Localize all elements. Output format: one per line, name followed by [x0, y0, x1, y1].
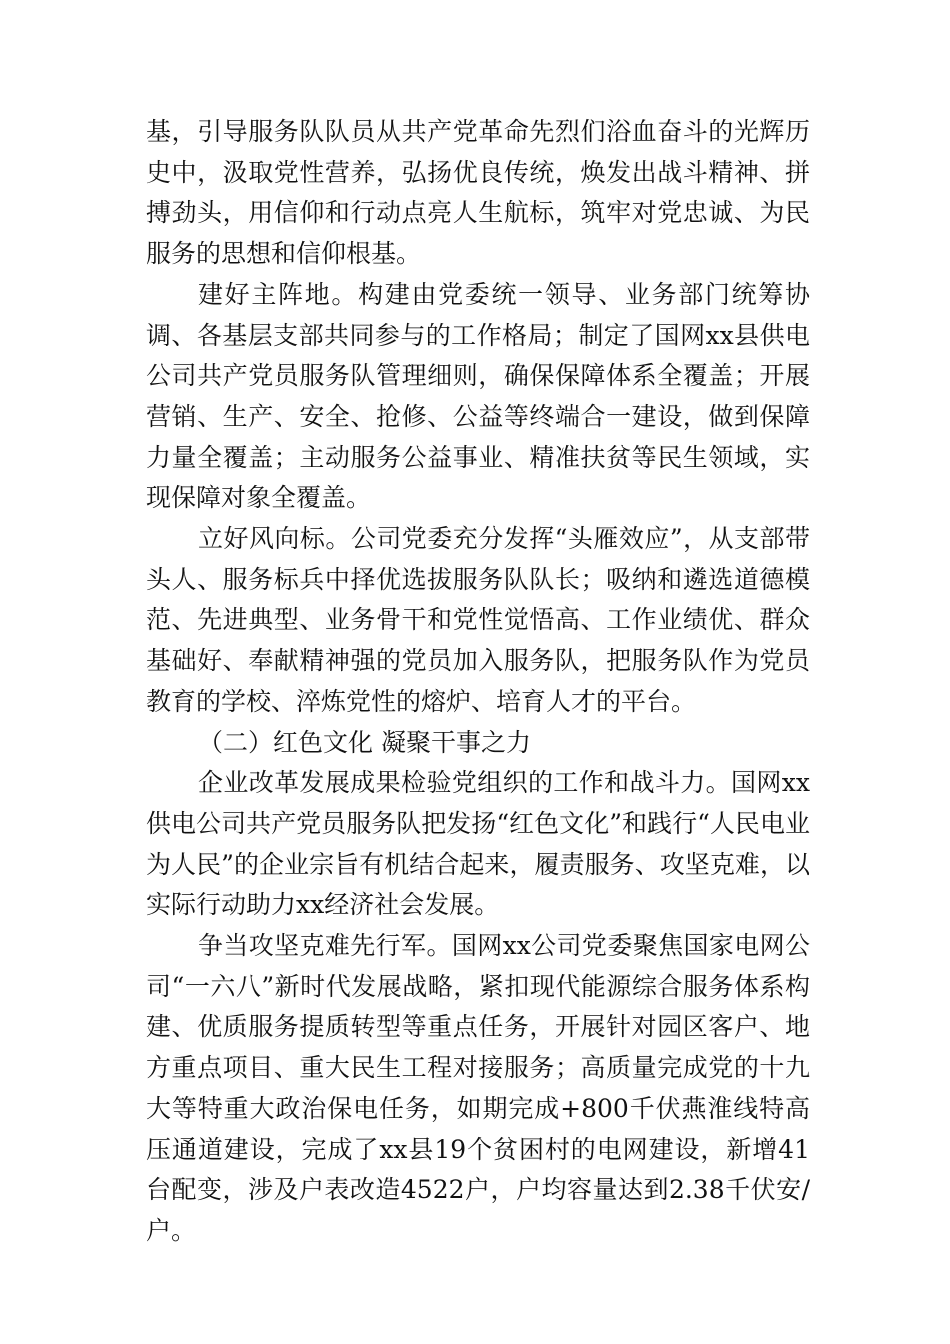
- paragraph-continuation: 基，引导服务队队员从共产党革命先烈们浴血奋斗的光辉历史中，汲取党性营养，弘扬优良传统，焕发出战斗精神、拼搏劲头，用信仰和行动点亮人生航标，筑牢对党忠诚、为民服务的思想和信仰根基。: [146, 117, 810, 269]
- paragraph-reform-results: 企业改革发展成果检验党组织的工作和战斗力。国网xx供电公司共产党员服务队把发扬“红色文化”和践行“人民电业为人民”的企业宗旨有机结合起来，履责服务、攻坚克难，以实际行动助力xx经济社会发展。: [146, 768, 810, 920]
- paragraph-vanguard: 争当攻坚克难先行军。国网xx公司党委聚焦国家电网公司“一六八”新时代发展战略，紧扣现代能源综合服务体系构建、优质服务提质转型等重点任务，开展针对园区客户、地方重点项目、重大民生工程对接服务；高质量完成党的十九大等特重大政治保电任务，如期完成+800千伏燕淮线特高压通道建设，完成了xx县19个贫困村的电网建设，新增41台配变，涉及户表改造4522户，户均容量达到2.38千伏安/户。: [146, 931, 810, 1245]
- paragraph-main-position: 建好主阵地。构建由党委统一领导、业务部门统筹协调、各基层支部共同参与的工作格局；制定了国网xx县供电公司共产党员服务队管理细则，确保保障体系全覆盖；开展营销、生产、安全、抢修、公益等终端合一建设，做到保障力量全覆盖；主动服务公益事业、精准扶贫等民生领域，实现保障对象全覆盖。: [146, 279, 810, 513]
- section-heading: （二）红色文化 凝聚干事之力: [198, 727, 531, 757]
- document-body: [146, 112, 810, 1252]
- paragraph-wind-vane: 立好风向标。公司党委充分发挥“头雁效应”，从支部带头人、服务标兵中择优选拔服务队队长；吸纳和遴选道德模范、先进典型、业务骨干和党性觉悟高、工作业绩优、群众基础好、奉献精神强的党员加入服务队，把服务队作为党员教育的学校、淬炼党性的熔炉、培育人才的平台。: [146, 524, 810, 716]
